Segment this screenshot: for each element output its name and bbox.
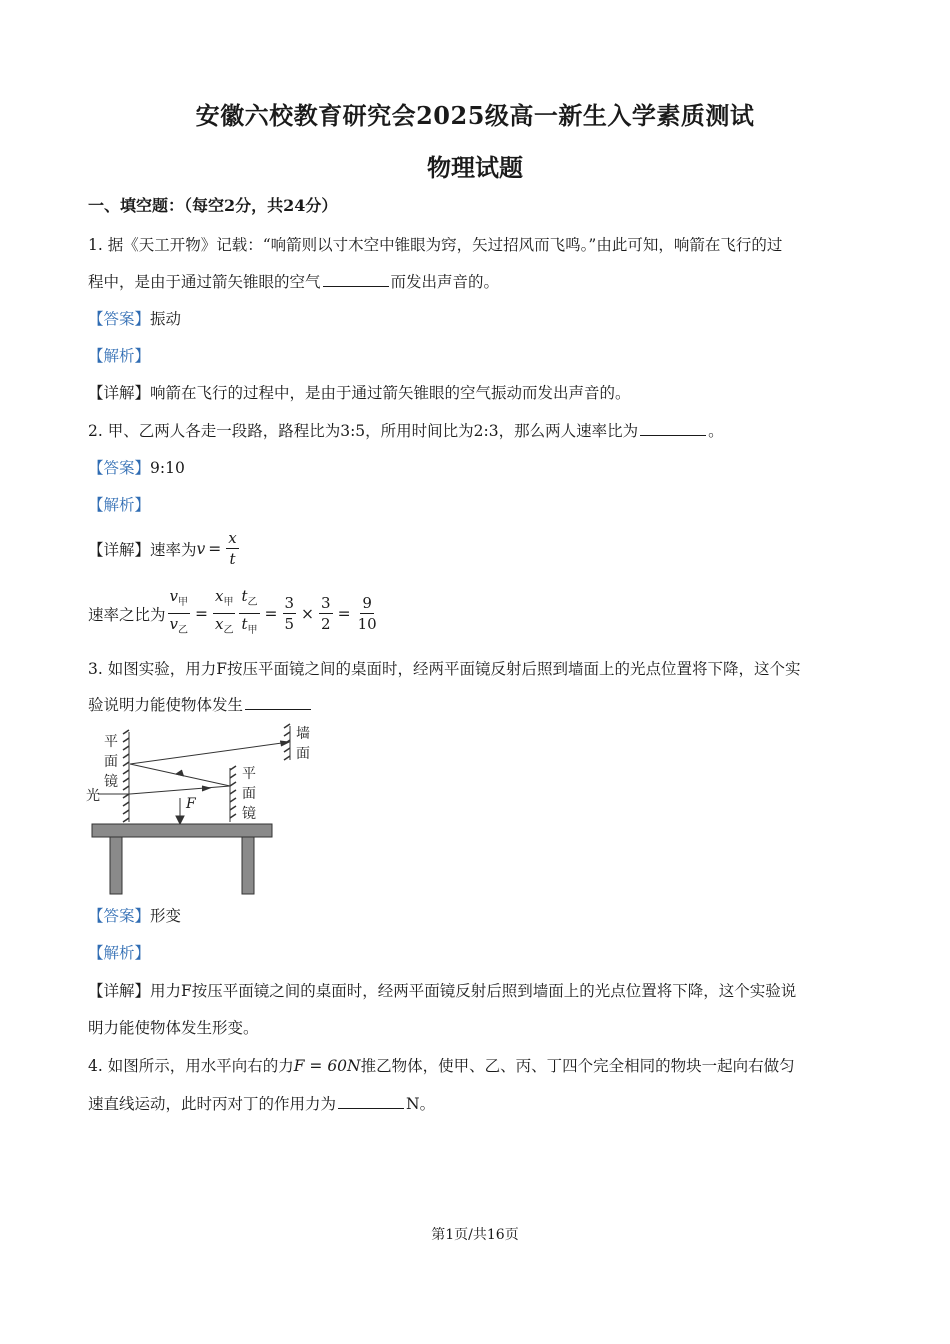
- detail-label: 【详解】: [88, 384, 151, 402]
- answer-label: 【答案】: [88, 907, 151, 925]
- answer-blank: [323, 272, 389, 287]
- detail-label: 【详解】: [88, 982, 151, 1000]
- q3-answer: 【答案】形变: [88, 907, 182, 925]
- force-arrow: [176, 798, 184, 824]
- fraction: $\frac{3}{2}$: [321, 594, 331, 633]
- q1-detail: 【详解】响箭在飞行的过程中，是由于通过箭矢锥眼的空气振动而发出声音的。: [88, 384, 631, 402]
- section-heading: 一、填空题：（每空2分，共24分）: [88, 196, 338, 215]
- page-footer: 第1页/共16页: [431, 1227, 519, 1243]
- left-mirror-label-2: 面: [104, 754, 118, 770]
- q2-analysis: [88, 494, 868, 516]
- right-mirror-label-2: 面: [242, 786, 256, 802]
- fraction: $\frac{9}{10}$: [357, 594, 377, 633]
- q2-line1: 2. 甲、乙两人各走一段路，路程比为3:5，所用时间比为2:3，那么两人速率比为 。: [88, 422, 724, 440]
- exam-subtitle: 物理试题: [427, 153, 523, 182]
- q1-line2: 程中，是由于通过箭矢锥眼的空气 而发出声音的。: [88, 273, 500, 291]
- q3-line2: 验说明力能使物体发生: [88, 694, 868, 716]
- analysis-label: 【解析】: [88, 347, 151, 365]
- left-mirror-label-1: 平: [104, 734, 118, 750]
- q3-analysis: [88, 942, 868, 964]
- table-leg-right: [242, 837, 254, 894]
- fraction: $\frac{t_乙}{t_甲}$: [241, 587, 258, 636]
- force-label: F: [186, 796, 196, 812]
- q2-detail-formula: 【详解】 速率为 v = $\frac{x}{t}$: [88, 529, 237, 568]
- q1-line1: 1. 据《天工开物》记载：“响箭则以寸木空中锥眼为窍，矢过招风而飞鸣。”由此可知，响箭在飞行的过: [88, 236, 783, 254]
- detail-label: 【详解】: [88, 540, 151, 559]
- fraction: $\frac{x}{t}$: [228, 529, 237, 568]
- wall-label-1: 墙: [296, 726, 310, 742]
- q2-answer: 【答案】9:10: [88, 459, 185, 477]
- left-mirror-label-3: 镜: [104, 774, 118, 790]
- answer-blank: [245, 695, 311, 710]
- fraction: $\frac{x_甲}{x_乙}$: [215, 587, 234, 636]
- wall-label-2: 面: [296, 746, 310, 762]
- answer-blank: [338, 1094, 404, 1109]
- mirror-experiment-figure: [84, 722, 324, 898]
- answer-label: 【答案】: [88, 459, 151, 477]
- light-rays: [98, 741, 289, 794]
- q3-detail-line1: 【详解】用力F按压平面镜之间的桌面时，经两平面镜反射后照到墙面上的光点位置将下降，这个实验说: [88, 982, 797, 1000]
- right-mirror-label-3: 镜: [242, 806, 256, 822]
- analysis-label: 【解析】: [88, 496, 151, 514]
- answer-label: 【答案】: [88, 310, 151, 328]
- light-label: 光: [86, 788, 100, 804]
- analysis-label: 【解析】: [88, 944, 151, 962]
- q2-ratio-formula: 速率之比为 $\frac{v_甲}{v_乙}$ = $\frac{x_甲}{x_乙}$ $\frac{t_乙}{t_甲}$ = $\frac{3}{5}$ × $\frac{3}{2}$ = $\frac{9}{10}$: [88, 586, 381, 641]
- fraction: $\frac{v_甲}{v_乙}$: [169, 587, 188, 636]
- right-mirror-label-1: 平: [242, 766, 256, 782]
- answer-blank: [640, 421, 706, 436]
- q3-detail-line2: 明力能使物体发生形变。: [88, 1019, 259, 1037]
- left-mirror: [123, 730, 129, 822]
- q1-answer: 【答案】振动: [88, 310, 182, 328]
- table-leg-left: [110, 837, 122, 894]
- q4-line1: 4. 如图所示，用水平向右的力F = 60N推乙物体，使甲、乙、丙、丁四个完全相同的物块一起向右做匀: [88, 1057, 795, 1075]
- fraction: $\frac{3}{5}$: [284, 594, 295, 633]
- exam-title: 安徽六校教育研究会2025级高一新生入学素质测试: [195, 101, 755, 130]
- q3-line1: 3. 如图实验，用力F按压平面镜之间的桌面时，经两平面镜反射后照到墙面上的光点位置将下降，这个实: [88, 660, 801, 678]
- table-top: [92, 824, 272, 837]
- q4-line2: 速直线运动，此时丙对丁的作用力为 N。: [88, 1095, 436, 1113]
- q1-analysis: [88, 345, 868, 367]
- right-mirror: [230, 766, 236, 822]
